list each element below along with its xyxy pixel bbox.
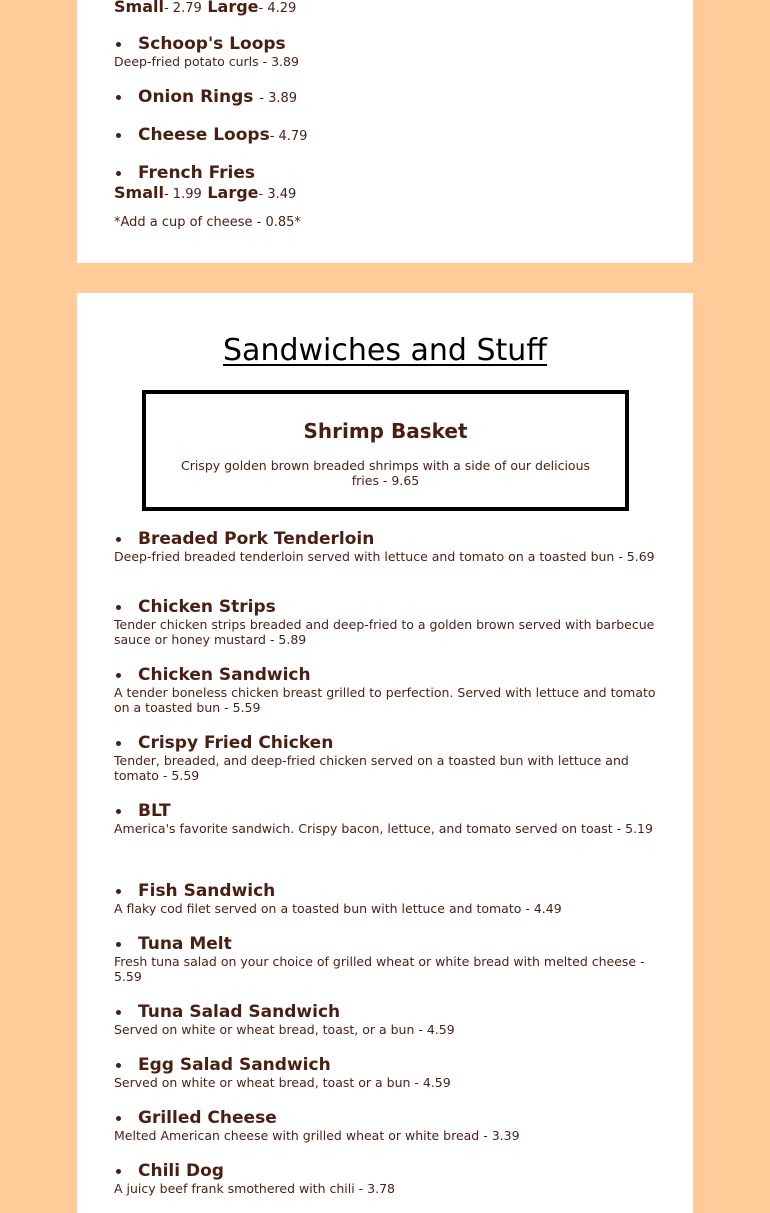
size-price-line: Small- 1.99 Large- 3.49 [114,183,297,202]
menu-item-name: Onion Rings - 3.89 [114,87,656,109]
menu-item-name: Fish Sandwich [114,881,656,901]
menu-item-chili-dog [114,1161,656,1196]
menu-item-chicken-sandwich [114,665,656,715]
menu-item-name: BLT [114,801,656,821]
menu-item-description: America's favorite sandwich. Crispy bacon, lettuce, and tomato served on toast - 5.19 [114,821,653,836]
menu-item-name: Chicken Sandwich [114,665,656,685]
menu-item-name: Chicken Strips [114,597,656,617]
featured-item-box [142,390,629,511]
menu-item-french-fries [114,163,656,205]
menu-item-tuna-melt [114,934,656,984]
menu-item-grilled-cheese [114,1108,656,1143]
menu-item-name: Crispy Fried Chicken [114,733,656,753]
featured-item-description: Crispy golden brown breaded shrimps with a side of our delicious fries - 9.65 [180,458,591,488]
menu-item-description: Tender chicken strips breaded and deep-fried to a golden brown served with barbecue sauce or honey mustard - 5.89 [114,617,655,647]
menu-item-name: Cheese Loops- 4.79 [114,125,656,147]
menu-item-onion-rings [114,87,656,109]
menu-item-name: Grilled Cheese [114,1108,656,1128]
section-title: Sandwiches and Stuff [223,333,547,368]
menu-item-description: Fresh tuna salad on your choice of grilled wheat or white bread with melted cheese - 5.59 [114,954,645,984]
menu-item-description: Deep-fried breaded tenderloin served with lettuce and tomato on a toasted bun - 5.69 [114,549,655,564]
menu-item-name: French Fries [114,163,656,183]
addon-note: *Add a cup of cheese - 0.85* [114,215,301,230]
size-price-line: Small- 2.79 Large- 4.29 [114,0,297,16]
menu-item-description: A juicy beef frank smothered with chili - 3.78 [114,1181,395,1196]
menu-item-name: Egg Salad Sandwich [114,1055,656,1075]
menu-item-description: Melted American cheese with grilled wheat or white bread - 3.39 [114,1128,520,1143]
featured-item-title: Shrimp Basket [303,419,468,443]
menu-item-name: Schoop's Loops [114,34,656,54]
menu-item-description: Served on white or wheat bread, toast or a bun - 4.59 [114,1075,451,1090]
menu-item-tuna-salad-sandwich [114,1002,656,1037]
menu-item-description: A tender boneless chicken breast grilled to perfection. Served with lettuce and tomato on a toasted bun - 5.59 [114,685,656,715]
menu-item-fish-sandwich [114,881,656,916]
menu-item-description: A flaky cod filet served on a toasted bun with lettuce and tomato - 4.49 [114,901,562,916]
menu-item-egg-salad-sandwich [114,1055,656,1090]
menu-item-price: - 3.89 [259,91,298,106]
menu-item-description: Tender, breaded, and deep-fried chicken served on a toasted bun with lettuce and tomato - 5.59 [114,753,629,783]
menu-item-name: Tuna Salad Sandwich [114,1002,656,1022]
menu-item-price: - 4.79 [269,129,308,144]
menu-item-crispy-fried-chicken [114,733,656,783]
menu-item-schoops-loops [114,34,656,69]
menu-item-name: Chili Dog [114,1161,656,1181]
menu-item-blt [114,801,656,836]
menu-item-name: Breaded Pork Tenderloin [114,529,656,549]
menu-item-name: Tuna Melt [114,934,656,954]
menu-item-chicken-strips [114,597,656,647]
menu-item-description: Served on white or wheat bread, toast, or a bun - 4.59 [114,1022,455,1037]
menu-item-description: Deep-fried potato curls - 3.89 [114,54,299,69]
menu-item-cheese-loops [114,125,656,147]
menu-item-breaded-pork-tenderloin [114,529,656,564]
